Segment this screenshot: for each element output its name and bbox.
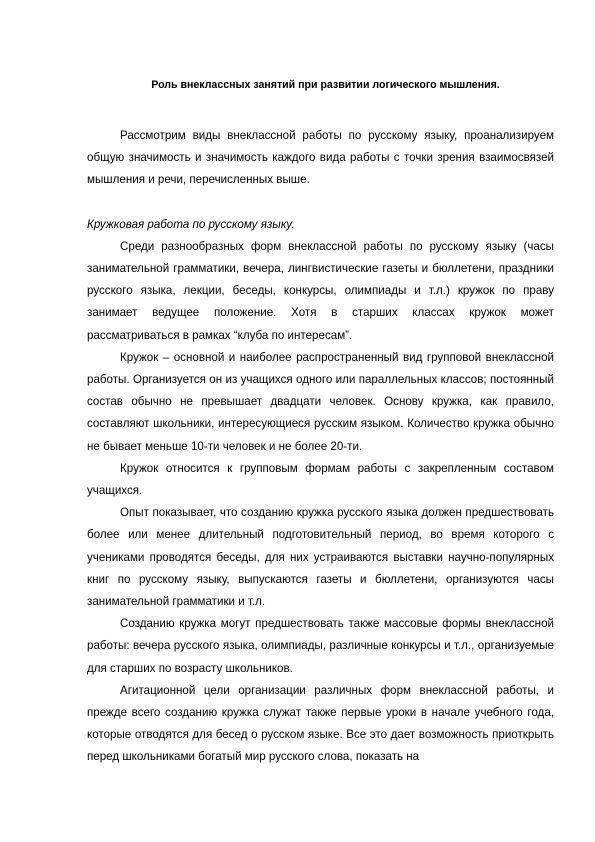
body-paragraph: Среди разнообразных форм внеклассной работы по русскому языку (часы занимательной грамматики, вечера, лингвистические газеты и бюллетени, праздники русского языка, лекции, беседы, конкурсы, олимпиады и т.л.) кружок по праву занимает ведущее положение. Хотя в старших классах кружок может рассматриваться в рамках “клуба по интересам”. <box>87 239 554 342</box>
body-paragraph: Агитационной цели организации различных форм внеклассной работы, и прежде всего созданию кружка служат также первые уроки в начале учебного года, которые отводятся для бесед о русском языке. Все это дает возможность приоткрыть перед школьниками богатый мир русского слова, показать на <box>87 683 554 764</box>
intro-paragraph: Рассмотрим виды внеклассной работы по русскому языку, проанализируем общую значимость и значимость каждого вида работы с точки зрения взаимосвязей мышления и речи, перечисленных выше. <box>87 129 554 187</box>
body-paragraph: Кружок относится к групповым формам работы с закрепленным составом учащихся. <box>87 461 554 498</box>
body-paragraph: Кружок – основной и наиболее распространенный вид групповой внеклассной работы. Организуется он из учащихся одного или параллельных классов; постоянный состав обычно не превышает двадцати человек. Основу кружка, как правило, составляют школьники, интересующиеся русским языком. Количество кружка обычно не бывает меньше 10-ти человек и не более 20-ти. <box>87 350 554 453</box>
body-paragraph: Опыт показывает, что созданию кружка русского языка должен предшествовать более или менее длительный подготовительный период, во время которого с учениками проводятся беседы, для них устраиваются выставки научно-популярных книг по русскому языку, выпускаются газеты и бюллетени, организуются часы занимательной грамматики и т.л. <box>87 506 554 609</box>
body-paragraph: Созданию кружка могут предшествовать также массовые формы внеклассной работы: вечера русского языка, олимпиады, различные конкурсы и т.л., организуемые для старших по возрасту школьников. <box>87 617 554 675</box>
section-heading: Кружковая работа по русскому языку. <box>87 217 295 231</box>
page-content <box>87 78 554 769</box>
document-title: Роль внеклассных занятий при развитии логического мышления. <box>151 79 500 91</box>
